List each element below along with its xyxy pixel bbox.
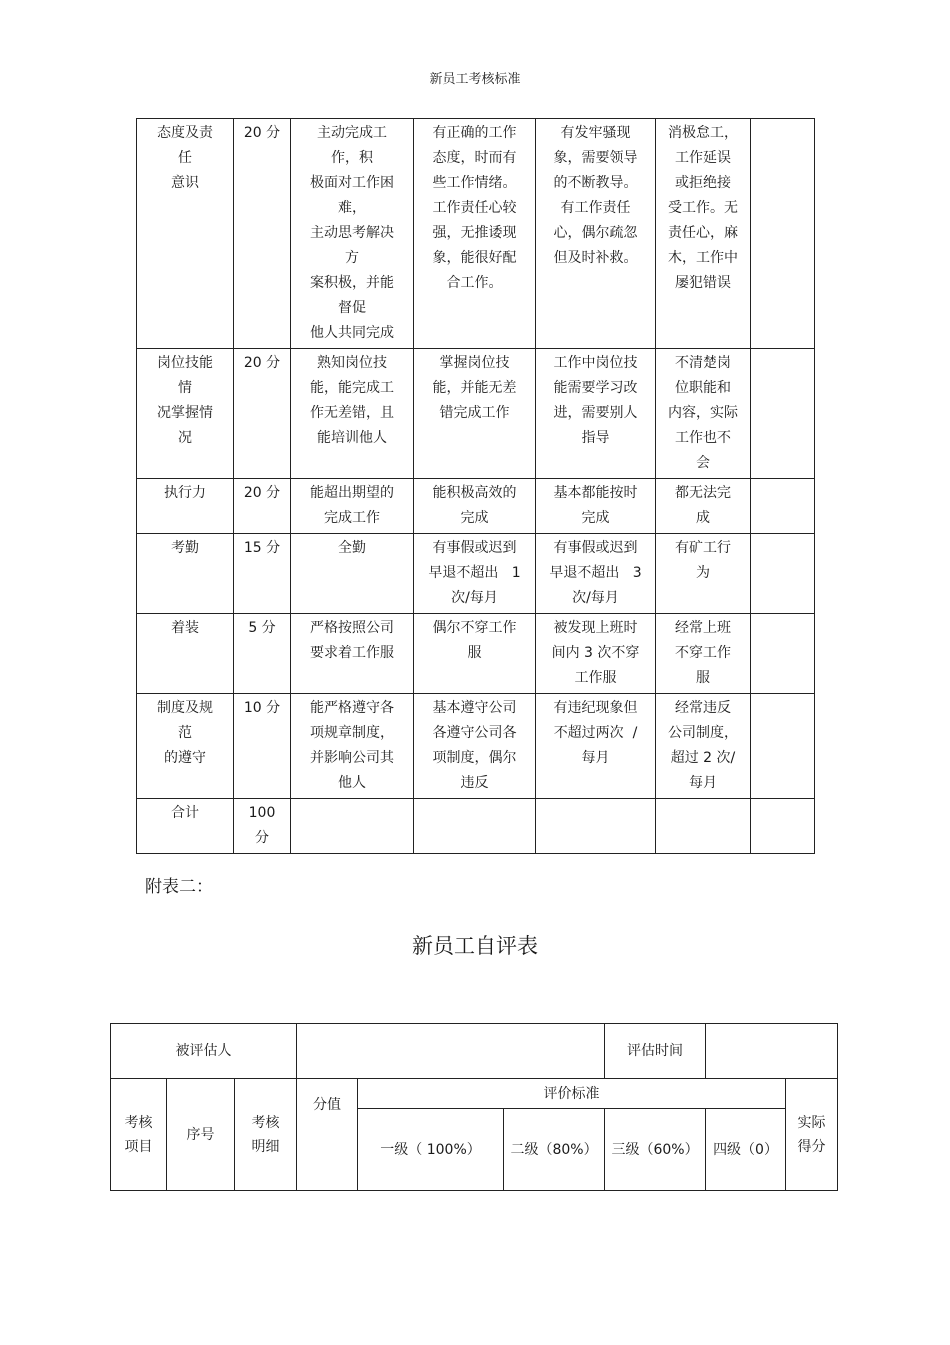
cell-text: 熟知岗位技: [317, 355, 387, 371]
cell-blank: [751, 119, 815, 349]
evaluatee-row: [111, 1024, 838, 1079]
cell-text: 不超过两次 /: [553, 725, 638, 741]
cell-item: [137, 534, 234, 614]
cell-text: 执行力: [164, 485, 206, 501]
cell-text: 分: [255, 830, 269, 846]
self-evaluation-table: [110, 1023, 838, 1191]
cell-c3: [536, 119, 656, 349]
cell-text: 都无法完: [675, 485, 731, 501]
evaluatee-label: 被评估人: [111, 1024, 297, 1079]
cell-text: 完成工作: [324, 510, 380, 526]
cell-text: 能，能完成工: [310, 380, 394, 396]
cell-text: 工作也不: [675, 430, 731, 446]
cell-text: 错完成工作: [439, 405, 510, 421]
appendix-label: 附表二：: [145, 877, 213, 897]
cell-text: 态度，时而有: [432, 150, 517, 166]
cell-text: 主动思考解决: [310, 225, 394, 241]
level2-header: 二级（80%）: [504, 1109, 605, 1191]
cell-text: 20 分: [243, 355, 281, 371]
level3-header: 三级（60%）: [605, 1109, 706, 1191]
cell-text: 服: [467, 645, 482, 661]
cell-text: 成: [696, 510, 710, 526]
cell-text: 次/每月: [572, 590, 619, 606]
cell-text: 每月: [581, 750, 610, 766]
cell-c2: [414, 799, 536, 854]
cell-c3: [536, 799, 656, 854]
cell-score: [234, 119, 291, 349]
cell-text: 服: [696, 670, 710, 686]
cell-text: 能积极高效的: [432, 485, 517, 501]
table-row: [137, 799, 815, 854]
cell-text: 间内 3 次不穿: [551, 645, 640, 661]
evaluatee-value[interactable]: [297, 1024, 605, 1079]
cell-c4: [656, 799, 751, 854]
table-row: [137, 119, 815, 349]
cell-blank: [751, 534, 815, 614]
page-header: 新员工考核标准: [429, 72, 521, 87]
cell-text: 经常上班: [675, 620, 731, 636]
cell-blank: [751, 349, 815, 479]
cell-text: 能，并能无差: [432, 380, 517, 396]
cell-text: 10 分: [243, 700, 281, 716]
table-row: [137, 534, 815, 614]
cell-item: [137, 119, 234, 349]
cell-c1: [291, 799, 414, 854]
cell-text: 考勤: [171, 540, 199, 556]
table-row: [137, 479, 815, 534]
cell-c3: [536, 694, 656, 799]
cell-text: 工作服: [574, 670, 617, 686]
cell-text: 象，需要领导: [553, 150, 638, 166]
cell-text: 工作延误: [675, 150, 731, 166]
col-score-header: 分值: [297, 1079, 358, 1191]
assessment-standard-table: [136, 118, 815, 854]
cell-c1: [291, 479, 414, 534]
cell-text: 方: [345, 250, 359, 266]
cell-c1: [291, 694, 414, 799]
cell-text: 工作责任心较: [432, 200, 517, 216]
cell-c1: [291, 349, 414, 479]
cell-text: 着装: [171, 620, 199, 636]
col-actual-header: 实际 得分: [786, 1079, 838, 1191]
cell-text: 并影响公司其: [310, 750, 394, 766]
cell-text: 或拒绝接: [675, 175, 731, 191]
cell-text: 岗位技能: [157, 355, 213, 371]
cell-text: 基本遵守公司: [432, 700, 517, 716]
cell-text: 能需要学习改: [553, 380, 638, 396]
table-row: [137, 349, 815, 479]
cell-text: 次/每月: [451, 590, 498, 606]
cell-text: 15 分: [243, 540, 281, 556]
col-item-header: 考核 项目: [111, 1079, 167, 1191]
cell-text: 他人: [338, 775, 366, 791]
cell-text: 有矿工行: [675, 540, 731, 556]
cell-text: 有事假或迟到: [553, 540, 638, 556]
cell-c1: [291, 614, 414, 694]
cell-c4: [656, 614, 751, 694]
cell-item: [137, 614, 234, 694]
cell-c4: [656, 694, 751, 799]
cell-c1: [291, 119, 414, 349]
cell-text: 作，积: [331, 150, 373, 166]
cell-text: 掌握岗位技: [439, 355, 510, 371]
cell-text: 责任心，麻: [668, 225, 738, 241]
cell-text: 被发现上班时: [553, 620, 638, 636]
cell-text: 能严格遵守各: [310, 700, 394, 716]
cell-text: 木，工作中: [668, 250, 738, 266]
cell-text: 超过 2 次/: [670, 750, 736, 766]
cell-text: 些工作情绪。: [432, 175, 517, 191]
cell-c3: [536, 479, 656, 534]
cell-score: [234, 534, 291, 614]
cell-c3: [536, 614, 656, 694]
cell-text: 为: [696, 565, 710, 581]
cell-c1: [291, 534, 414, 614]
cell-text: 完成: [460, 510, 489, 526]
cell-item: [137, 799, 234, 854]
cell-text: 指导: [581, 430, 610, 446]
cell-text: 合工作。: [446, 275, 503, 291]
cell-text: 况掌握情: [157, 405, 213, 421]
cell-text: 早退不超出 1: [428, 565, 521, 581]
cell-text: 任: [178, 150, 192, 166]
cell-text: 有正确的工作: [432, 125, 517, 141]
cell-text: 每月: [689, 775, 717, 791]
cell-text: 偶尔不穿工作: [432, 620, 517, 636]
table-row: [137, 694, 815, 799]
cell-item: [137, 694, 234, 799]
col-detail-header: 考核 明细: [235, 1079, 297, 1191]
cell-text: 项制度，偶尔: [432, 750, 517, 766]
eval-time-value[interactable]: [706, 1024, 838, 1079]
cell-text: 有发牢骚现: [560, 125, 631, 141]
eval-time-label: 评估时间: [605, 1024, 706, 1079]
cell-text: 经常违反: [675, 700, 731, 716]
cell-text: 况: [178, 430, 192, 446]
cell-c2: [414, 694, 536, 799]
cell-text: 违反: [460, 775, 489, 791]
cell-c3: [536, 534, 656, 614]
cell-text: 态度及责: [157, 125, 213, 141]
cell-text: 消极怠工，: [668, 125, 738, 141]
cell-text: 但及时补救。: [553, 250, 638, 266]
cell-c3: [536, 349, 656, 479]
cell-text: 他人共同完成: [310, 325, 394, 341]
level4-header: 四级（0）: [706, 1109, 786, 1191]
cell-text: 有事假或迟到: [432, 540, 517, 556]
cell-blank: [751, 479, 815, 534]
criteria-header: 评价标准: [358, 1079, 786, 1109]
cell-text: 严格按照公司: [310, 620, 394, 636]
cell-text: 意识: [171, 175, 199, 191]
cell-text: 极面对工作困: [310, 175, 394, 191]
cell-c4: [656, 534, 751, 614]
col-seq-header: 序号: [167, 1079, 235, 1191]
cell-text: 要求着工作服: [310, 645, 394, 661]
cell-text: 案积极，并能: [310, 275, 394, 291]
cell-text: 不清楚岗: [675, 355, 731, 371]
cell-text: 能超出期望的: [310, 485, 394, 501]
cell-score: [234, 614, 291, 694]
cell-text: 公司制度，: [668, 725, 738, 741]
cell-c2: [414, 119, 536, 349]
cell-item: [137, 349, 234, 479]
cell-c4: [656, 479, 751, 534]
cell-text: 早退不超出 3: [549, 565, 642, 581]
cell-text: 100: [248, 805, 276, 821]
cell-text: 的遵守: [164, 750, 206, 766]
cell-blank: [751, 799, 815, 854]
cell-text: 有违纪现象但: [553, 700, 638, 716]
cell-score: [234, 349, 291, 479]
cell-text: 进，需要别人: [553, 405, 638, 421]
cell-text: 位职能和: [675, 380, 731, 396]
cell-blank: [751, 694, 815, 799]
cell-text: 合计: [171, 805, 199, 821]
cell-c2: [414, 349, 536, 479]
cell-text: 的不断教导。: [553, 175, 638, 191]
cell-c4: [656, 119, 751, 349]
cell-text: 不穿工作: [675, 645, 731, 661]
form-title: 新员工自评表: [412, 934, 538, 958]
cell-text: 内容，实际: [668, 405, 738, 421]
cell-text: 全勤: [338, 540, 366, 556]
cell-score: [234, 479, 291, 534]
cell-text: 完成: [581, 510, 610, 526]
cell-text: 受工作。无: [668, 200, 738, 216]
cell-c2: [414, 614, 536, 694]
cell-text: 强，无推诿现: [432, 225, 517, 241]
cell-blank: [751, 614, 815, 694]
cell-text: 项规章制度，: [310, 725, 394, 741]
cell-text: 各遵守公司各: [432, 725, 517, 741]
cell-text: 20 分: [243, 485, 281, 501]
cell-text: 作无差错，且: [310, 405, 394, 421]
cell-score: [234, 799, 291, 854]
cell-text: 主动完成工: [317, 125, 387, 141]
cell-text: 屡犯错误: [675, 275, 731, 291]
cell-text: 心，偶尔疏忽: [553, 225, 638, 241]
cell-text: 5 分: [248, 620, 276, 636]
cell-text: 督促: [338, 300, 366, 316]
cell-c2: [414, 534, 536, 614]
cell-c2: [414, 479, 536, 534]
cell-text: 会: [696, 455, 710, 471]
cell-text: 范: [178, 725, 192, 741]
cell-text: 工作中岗位技: [553, 355, 638, 371]
table-row: [137, 614, 815, 694]
level1-header: 一级（ 100%）: [358, 1109, 504, 1191]
cell-c4: [656, 349, 751, 479]
cell-item: [137, 479, 234, 534]
cell-score: [234, 694, 291, 799]
cell-text: 能培训他人: [317, 430, 387, 446]
cell-text: 象，能很好配: [432, 250, 517, 266]
cell-text: 情: [178, 380, 192, 396]
cell-text: 制度及规: [157, 700, 213, 716]
cell-text: 基本都能按时: [553, 485, 638, 501]
cell-text: 有工作责任: [560, 200, 631, 216]
header-row-1: [111, 1079, 838, 1109]
cell-text: 20 分: [243, 125, 281, 141]
cell-text: 难，: [338, 200, 366, 216]
